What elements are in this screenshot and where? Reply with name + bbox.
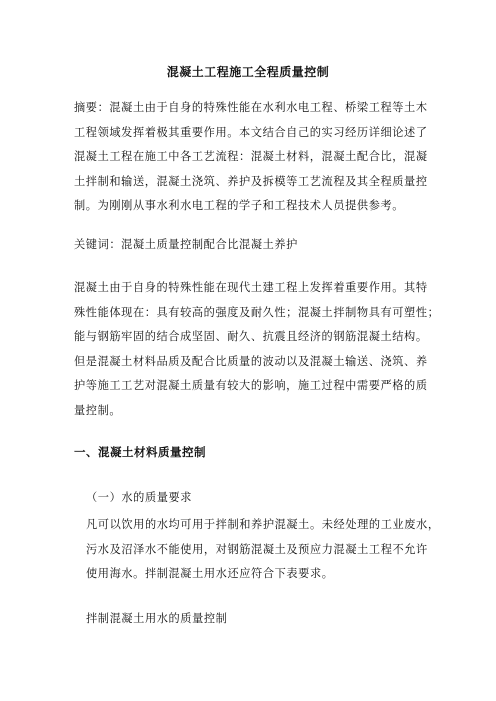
- body-line: 但是混凝土材料品质及配合比质量的波动以及混凝土输送、浇筑、养: [74, 354, 428, 368]
- section-heading: 一、混凝土材料质量控制: [74, 445, 206, 459]
- body-line: 混凝土由于自身的特殊性能在现代土建工程上发挥着重要作用。其特: [74, 281, 428, 294]
- table-caption: 拌制混凝土用水的质量控制: [86, 612, 228, 625]
- abstract-line: 工程领域发挥着极其重要作用。本文结合自己的实习经历详细论述了: [74, 125, 428, 139]
- body-line: 护等施工工艺对混凝土质量有较大的影响，施工过程中需要严格的质: [74, 379, 428, 393]
- body-line: 凡可以饮用的水均可用于拌制和养护混凝土。未经处理的工业废水，: [86, 518, 440, 531]
- abstract-line: 混凝土工程在施工中各工艺流程：混凝土材料，混凝土配合比，混凝: [74, 150, 428, 164]
- body-line: 能与钢筋牢固的结合成坚固、耐久、抗震且经济的钢筋混凝土结构。: [74, 330, 428, 344]
- body-line: 污水及沼泽水不能使用，对钢筋混凝土及预应力混凝土工程不允许: [86, 542, 428, 556]
- abstract-line: 制。为刚刚从事水利水电工程的学子和工程技术人员提供参考。: [74, 199, 405, 213]
- subsection-heading: （一）水的质量要求: [86, 491, 193, 504]
- document-title: 混凝土工程施工全程质量控制: [166, 65, 330, 79]
- body-line: 使用海水。拌制混凝土用水还应符合下表要求。: [86, 567, 334, 581]
- body-line: 殊性能体现在：具有较高的强度及耐久性；混凝土拌制物具有可塑性；: [74, 305, 440, 319]
- keywords-line: 关键词：混凝土质量控制配合比混凝土养护: [74, 238, 298, 251]
- body-line: 量控制。: [74, 403, 122, 417]
- abstract-paragraph: [74, 96, 426, 219]
- intro-paragraph: [74, 276, 440, 424]
- abstract-line: 摘要：混凝土由于自身的特殊性能在水利水电工程、桥梁工程等土木: [74, 101, 428, 114]
- water-requirements-paragraph: [86, 513, 440, 587]
- abstract-line: 土拌制和输送，混凝土浇筑、养护及拆模等工艺流程及其全程质量控: [74, 174, 428, 188]
